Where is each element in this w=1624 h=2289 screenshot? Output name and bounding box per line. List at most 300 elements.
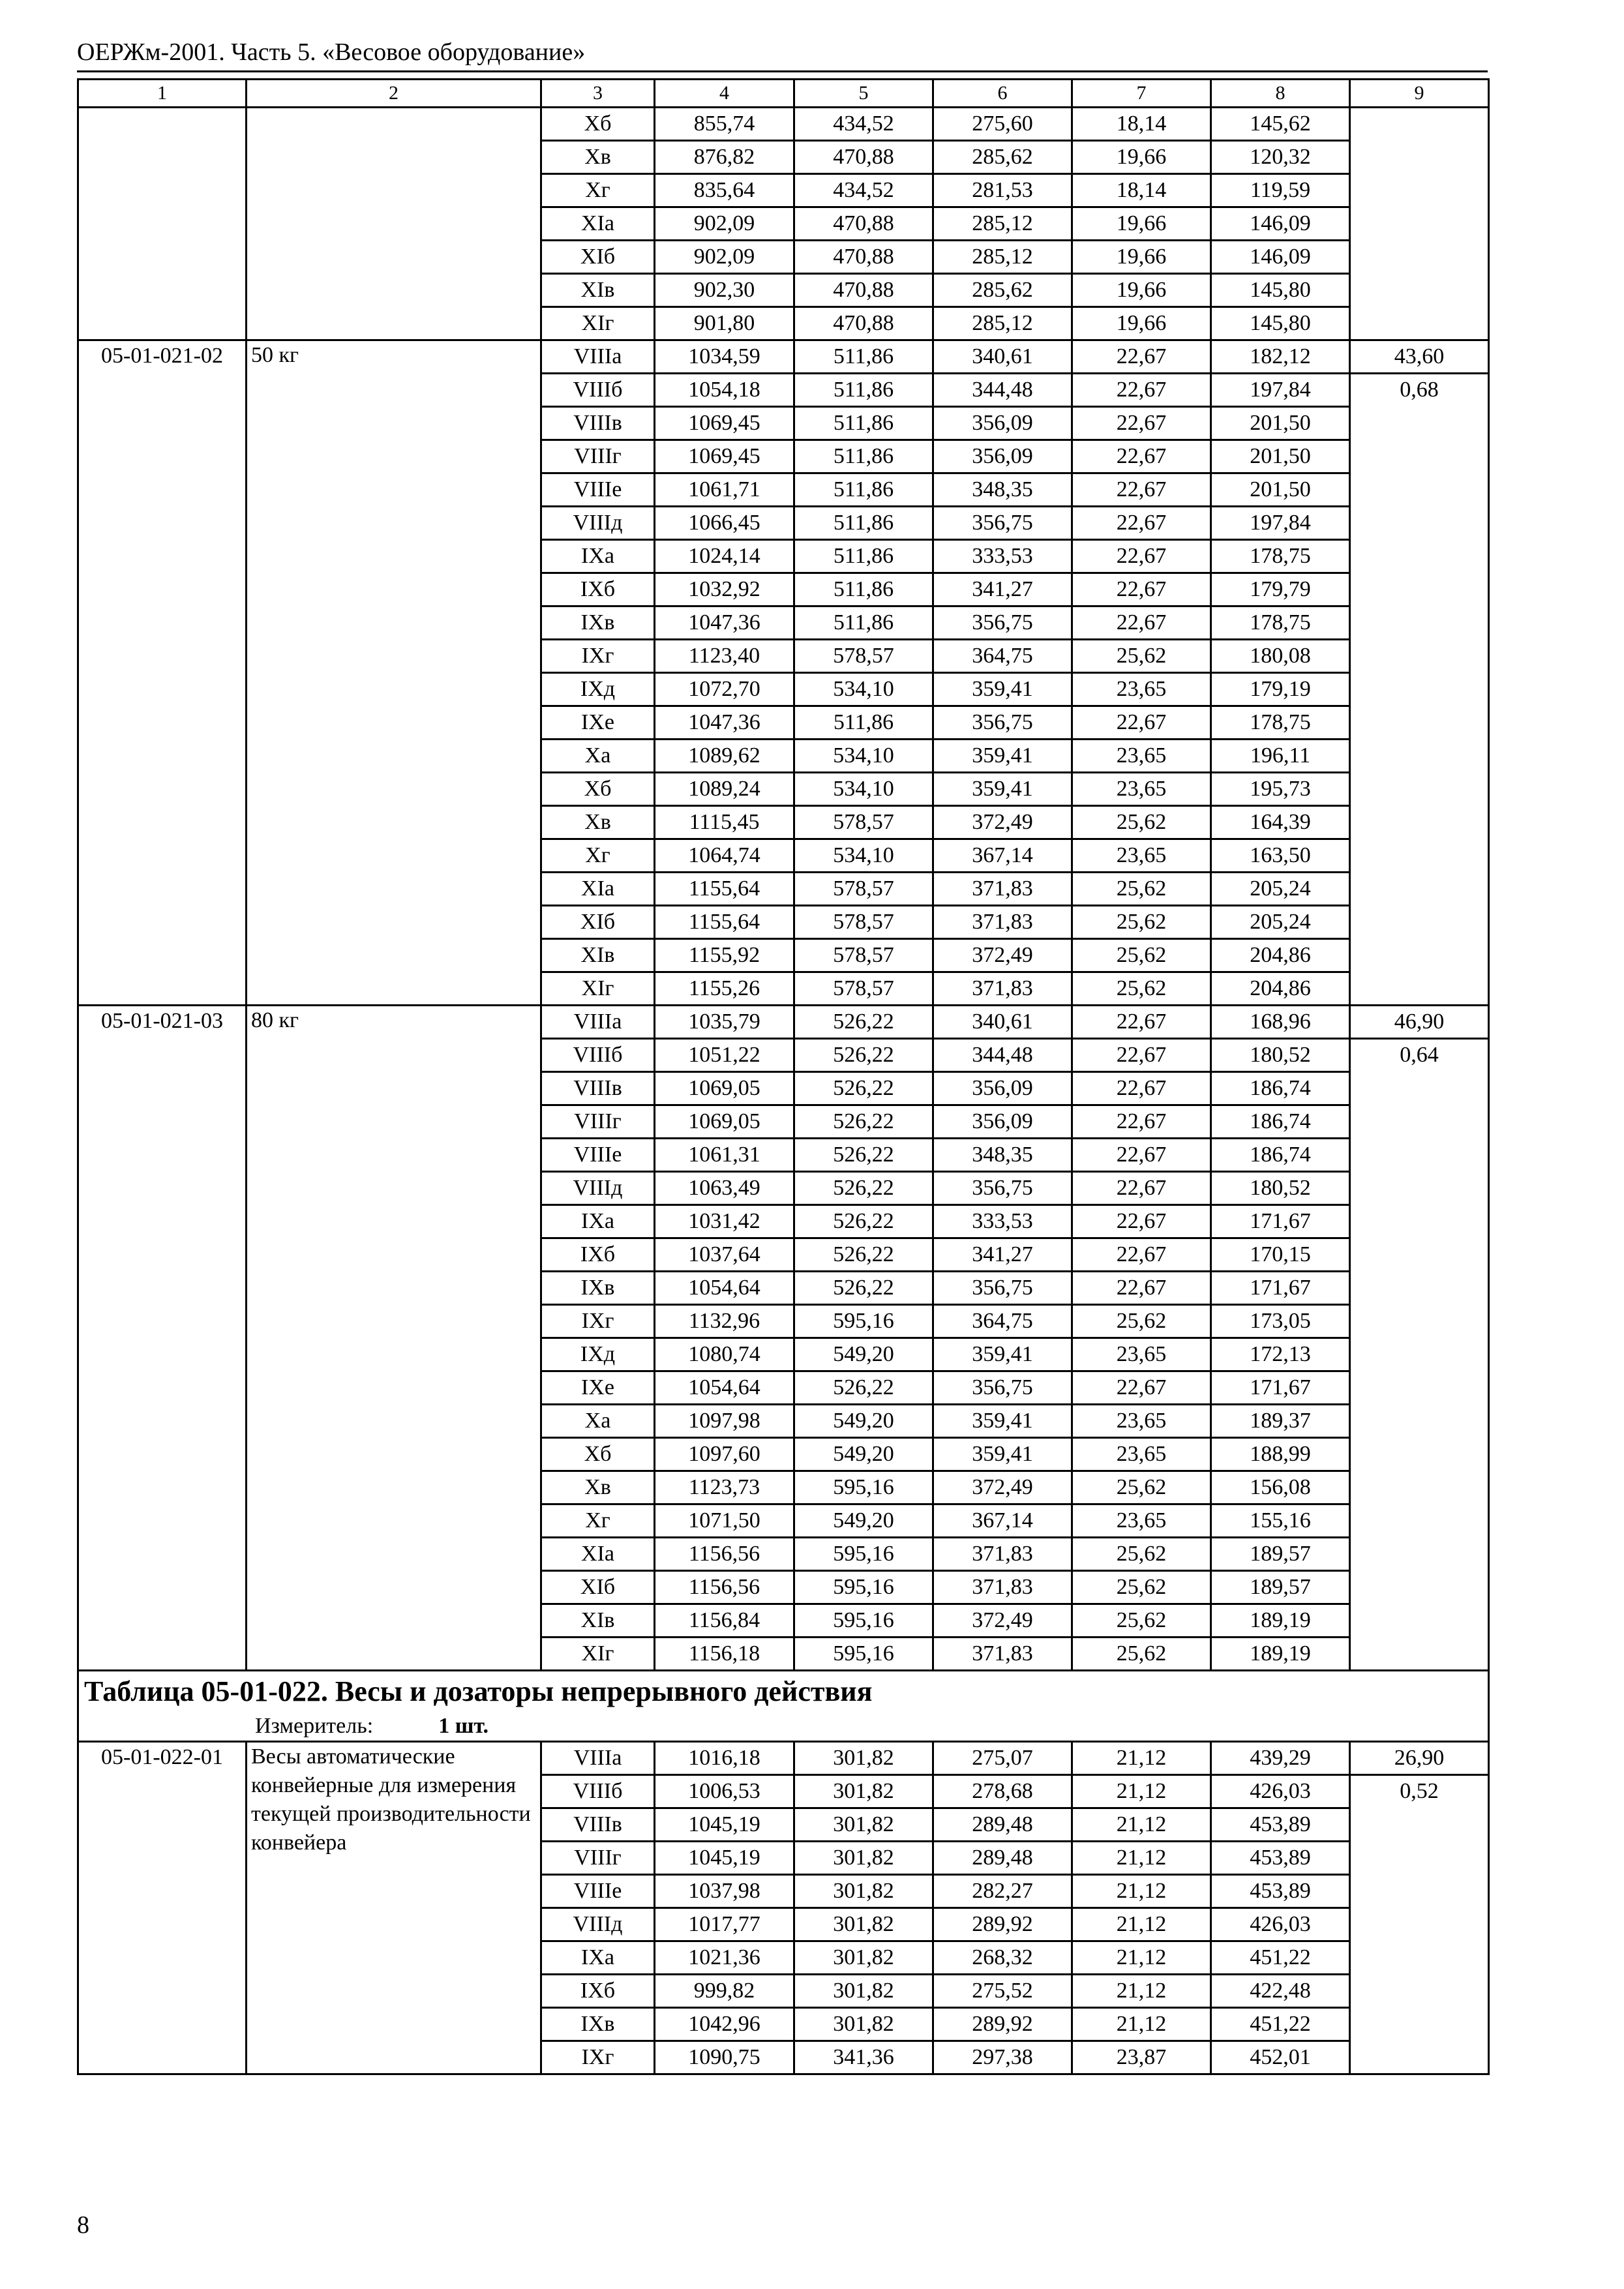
zone-cell: IXe — [541, 1371, 655, 1405]
value-cell: 180,52 — [1211, 1039, 1350, 1072]
value-cell: 356,75 — [933, 1272, 1072, 1305]
value-cell: 902,09 — [655, 207, 794, 241]
column-number: 7 — [1072, 80, 1211, 108]
value-cell: 1034,59 — [655, 340, 794, 374]
value-cell: 163,50 — [1211, 839, 1350, 873]
zone-cell: Xв — [541, 141, 655, 174]
value-cell: 22,67 — [1072, 1105, 1211, 1139]
table-row — [78, 340, 1489, 374]
value-cell: 22,67 — [1072, 540, 1211, 573]
value-cell: 1045,19 — [655, 1842, 794, 1875]
zone-cell: IXг — [541, 2041, 655, 2074]
value-cell: 1156,84 — [655, 1604, 794, 1638]
value-cell: 268,32 — [933, 1941, 1072, 1975]
value-cell: 18,14 — [1072, 174, 1211, 207]
value-cell: 356,09 — [933, 1072, 1072, 1105]
extra-value: 0,68 — [1400, 378, 1439, 402]
value-cell: 301,82 — [794, 1775, 933, 1808]
value-cell: 1069,05 — [655, 1105, 794, 1139]
value-cell: 155,16 — [1211, 1504, 1350, 1538]
value-cell: 25,62 — [1072, 1305, 1211, 1338]
zone-cell: XIг — [541, 1638, 655, 1671]
value-cell: 22,67 — [1072, 706, 1211, 740]
value-cell: 534,10 — [794, 773, 933, 806]
zone-cell: XIв — [541, 939, 655, 972]
column-number: 4 — [655, 80, 794, 108]
extra-values — [1350, 1742, 1489, 2074]
value-cell: 371,83 — [933, 1571, 1072, 1604]
value-cell: 204,86 — [1211, 939, 1350, 972]
value-cell: 22,67 — [1072, 1205, 1211, 1238]
value-cell: 1089,24 — [655, 773, 794, 806]
value-cell: 1063,49 — [655, 1172, 794, 1205]
value-cell: 526,22 — [794, 1205, 933, 1238]
value-cell: 21,12 — [1072, 2008, 1211, 2041]
value-cell: 1097,98 — [655, 1405, 794, 1438]
table-row — [78, 108, 1489, 141]
value-cell: 19,66 — [1072, 207, 1211, 241]
value-cell: 356,09 — [933, 407, 1072, 440]
value-cell: 182,12 — [1211, 340, 1350, 374]
value-cell: 189,37 — [1211, 1405, 1350, 1438]
value-cell: 470,88 — [794, 307, 933, 340]
value-cell: 372,49 — [933, 806, 1072, 839]
value-cell: 18,14 — [1072, 108, 1211, 141]
value-cell: 1054,64 — [655, 1272, 794, 1305]
value-cell: 22,67 — [1072, 1072, 1211, 1105]
value-cell: 1017,77 — [655, 1908, 794, 1941]
zone-cell: Xг — [541, 839, 655, 873]
zone-cell: IXб — [541, 1975, 655, 2008]
value-cell: 534,10 — [794, 673, 933, 706]
value-cell: 22,67 — [1072, 374, 1211, 407]
zone-cell: VIIIб — [541, 1775, 655, 1808]
value-cell: 301,82 — [794, 1875, 933, 1908]
value-cell: 1123,40 — [655, 640, 794, 673]
value-cell: 534,10 — [794, 740, 933, 773]
value-cell: 173,05 — [1211, 1305, 1350, 1338]
value-cell: 275,07 — [933, 1742, 1072, 1775]
value-cell: 22,67 — [1072, 1371, 1211, 1405]
value-cell: 196,11 — [1211, 740, 1350, 773]
value-cell: 348,35 — [933, 473, 1072, 507]
item-name: Весы автоматические конвейерные для измерения текущей производительности конвейера — [247, 1742, 541, 2074]
zone-cell: XIa — [541, 873, 655, 906]
zone-cell: VIIIa — [541, 1742, 655, 1775]
value-cell: 186,74 — [1211, 1072, 1350, 1105]
value-cell: 1156,56 — [655, 1571, 794, 1604]
column-number: 6 — [933, 80, 1072, 108]
value-cell: 1155,64 — [655, 873, 794, 906]
value-cell: 289,48 — [933, 1842, 1072, 1875]
zone-cell: VIIIд — [541, 507, 655, 540]
value-cell: 595,16 — [794, 1571, 933, 1604]
value-cell: 470,88 — [794, 141, 933, 174]
zone-cell: Xг — [541, 1504, 655, 1538]
value-cell: 1123,73 — [655, 1471, 794, 1504]
value-cell: 1089,62 — [655, 740, 794, 773]
extra-value: 0,64 — [1400, 1043, 1439, 1067]
zone-cell: XIa — [541, 207, 655, 241]
value-cell: 1156,56 — [655, 1538, 794, 1571]
extra-values — [1350, 340, 1489, 1006]
item-code: 05-01-021-03 — [78, 1006, 247, 1671]
zone-cell: VIIIд — [541, 1172, 655, 1205]
value-cell: 1051,22 — [655, 1039, 794, 1072]
value-cell: 333,53 — [933, 540, 1072, 573]
zone-cell: IXв — [541, 1272, 655, 1305]
value-cell: 1097,60 — [655, 1438, 794, 1471]
value-cell: 1024,14 — [655, 540, 794, 573]
value-cell: 359,41 — [933, 673, 1072, 706]
value-cell: 511,86 — [794, 473, 933, 507]
value-cell: 285,12 — [933, 241, 1072, 274]
item-code: 05-01-022-01 — [78, 1742, 247, 2074]
value-cell: 201,50 — [1211, 473, 1350, 507]
extra-value — [1351, 108, 1488, 140]
extra-value — [1351, 140, 1488, 171]
value-cell: 171,67 — [1211, 1272, 1350, 1305]
value-cell: 301,82 — [794, 1808, 933, 1842]
column-number-row — [78, 80, 1489, 108]
measure-value: 1 шт. — [438, 1714, 489, 1738]
value-cell: 434,52 — [794, 108, 933, 141]
zone-cell: IXб — [541, 1238, 655, 1272]
measure-label: Измеритель: — [255, 1714, 374, 1738]
item-name: 50 кг — [247, 340, 541, 1006]
value-cell: 364,75 — [933, 640, 1072, 673]
value-cell: 22,67 — [1072, 1006, 1211, 1039]
value-cell: 21,12 — [1072, 1941, 1211, 1975]
value-cell: 1069,45 — [655, 407, 794, 440]
value-cell: 145,80 — [1211, 274, 1350, 307]
value-cell: 855,74 — [655, 108, 794, 141]
value-cell: 1045,19 — [655, 1808, 794, 1842]
value-cell: 1156,18 — [655, 1638, 794, 1671]
value-cell: 1032,92 — [655, 573, 794, 606]
value-cell: 22,67 — [1072, 407, 1211, 440]
value-cell: 344,48 — [933, 1039, 1072, 1072]
item-code — [78, 108, 247, 340]
column-number: 3 — [541, 80, 655, 108]
value-cell: 21,12 — [1072, 1808, 1211, 1842]
value-cell: 178,75 — [1211, 540, 1350, 573]
value-cell: 186,74 — [1211, 1139, 1350, 1172]
zone-cell: VIIIд — [541, 1908, 655, 1941]
value-cell: 453,89 — [1211, 1875, 1350, 1908]
value-cell: 835,64 — [655, 174, 794, 207]
value-cell: 453,89 — [1211, 1842, 1350, 1875]
value-cell: 578,57 — [794, 873, 933, 906]
value-cell: 25,62 — [1072, 806, 1211, 839]
zone-cell: IXв — [541, 2008, 655, 2041]
value-cell: 22,67 — [1072, 340, 1211, 374]
value-cell: 371,83 — [933, 1538, 1072, 1571]
value-cell: 1035,79 — [655, 1006, 794, 1039]
value-cell: 188,99 — [1211, 1438, 1350, 1471]
zone-cell: XIг — [541, 972, 655, 1006]
value-cell: 19,66 — [1072, 307, 1211, 340]
value-cell: 19,66 — [1072, 274, 1211, 307]
value-cell: 344,48 — [933, 374, 1072, 407]
value-cell: 371,83 — [933, 972, 1072, 1006]
table-row — [78, 1006, 1489, 1039]
zone-cell: VIIIб — [541, 374, 655, 407]
value-cell: 22,67 — [1072, 440, 1211, 473]
zone-cell: Xa — [541, 1405, 655, 1438]
zone-cell: VIIIa — [541, 1006, 655, 1039]
zone-cell: XIб — [541, 906, 655, 939]
value-cell: 359,41 — [933, 773, 1072, 806]
value-cell: 999,82 — [655, 1975, 794, 2008]
value-cell: 356,75 — [933, 1371, 1072, 1405]
value-cell: 1061,31 — [655, 1139, 794, 1172]
value-cell: 21,12 — [1072, 1875, 1211, 1908]
zone-cell: XIв — [541, 1604, 655, 1638]
column-number: 1 — [78, 80, 247, 108]
value-cell: 189,57 — [1211, 1538, 1350, 1571]
value-cell: 549,20 — [794, 1438, 933, 1471]
zone-cell: XIa — [541, 1538, 655, 1571]
page-number: 8 — [77, 2211, 89, 2239]
value-cell: 359,41 — [933, 1405, 1072, 1438]
value-cell: 526,22 — [794, 1006, 933, 1039]
value-cell: 356,75 — [933, 606, 1072, 640]
value-cell: 595,16 — [794, 1305, 933, 1338]
value-cell: 549,20 — [794, 1504, 933, 1538]
value-cell: 549,20 — [794, 1405, 933, 1438]
zone-cell: Xв — [541, 806, 655, 839]
value-cell: 178,75 — [1211, 706, 1350, 740]
value-cell: 25,62 — [1072, 1538, 1211, 1571]
value-cell: 470,88 — [794, 241, 933, 274]
value-cell: 1054,18 — [655, 374, 794, 407]
value-cell: 595,16 — [794, 1538, 933, 1571]
value-cell: 275,60 — [933, 108, 1072, 141]
item-name: 80 кг — [247, 1006, 541, 1671]
value-cell: 21,12 — [1072, 1742, 1211, 1775]
value-cell: 197,84 — [1211, 507, 1350, 540]
value-cell: 526,22 — [794, 1039, 933, 1072]
value-cell: 21,12 — [1072, 1908, 1211, 1941]
value-cell: 1037,64 — [655, 1238, 794, 1272]
value-cell: 372,49 — [933, 939, 1072, 972]
value-cell: 1066,45 — [655, 507, 794, 540]
value-cell: 301,82 — [794, 1975, 933, 2008]
value-cell: 341,27 — [933, 1238, 1072, 1272]
column-number: 2 — [247, 80, 541, 108]
value-cell: 285,12 — [933, 307, 1072, 340]
value-cell: 22,67 — [1072, 507, 1211, 540]
value-cell: 25,62 — [1072, 939, 1211, 972]
value-cell: 511,86 — [794, 540, 933, 573]
value-cell: 526,22 — [794, 1105, 933, 1139]
value-cell: 201,50 — [1211, 407, 1350, 440]
zone-cell: IXб — [541, 573, 655, 606]
value-cell: 22,67 — [1072, 573, 1211, 606]
value-cell: 180,52 — [1211, 1172, 1350, 1205]
value-cell: 526,22 — [794, 1072, 933, 1105]
value-cell: 275,52 — [933, 1975, 1072, 2008]
value-cell: 1115,45 — [655, 806, 794, 839]
zone-cell: Xг — [541, 174, 655, 207]
extra-value: 0,52 — [1400, 1779, 1439, 1803]
zone-cell: IXa — [541, 540, 655, 573]
value-cell: 22,67 — [1072, 473, 1211, 507]
value-cell: 356,75 — [933, 1172, 1072, 1205]
value-cell: 146,09 — [1211, 207, 1350, 241]
value-cell: 22,67 — [1072, 1272, 1211, 1305]
value-cell: 470,88 — [794, 274, 933, 307]
zone-cell: VIIIг — [541, 1105, 655, 1139]
value-cell: 452,01 — [1211, 2041, 1350, 2074]
value-cell: 422,48 — [1211, 1975, 1350, 2008]
zone-cell: VIIIв — [541, 1072, 655, 1105]
value-cell: 340,61 — [933, 340, 1072, 374]
value-cell: 595,16 — [794, 1471, 933, 1504]
value-cell: 22,67 — [1072, 606, 1211, 640]
value-cell: 171,67 — [1211, 1371, 1350, 1405]
table-row — [78, 1742, 1489, 1775]
value-cell: 1037,98 — [655, 1875, 794, 1908]
value-cell: 189,19 — [1211, 1638, 1350, 1671]
value-cell: 372,49 — [933, 1471, 1072, 1504]
value-cell: 297,38 — [933, 2041, 1072, 2074]
value-cell: 1016,18 — [655, 1742, 794, 1775]
value-cell: 21,12 — [1072, 1975, 1211, 2008]
value-cell: 511,86 — [794, 606, 933, 640]
zone-cell: VIIIг — [541, 440, 655, 473]
zone-cell: VIIIб — [541, 1039, 655, 1072]
value-cell: 25,62 — [1072, 873, 1211, 906]
value-cell: 902,09 — [655, 241, 794, 274]
value-cell: 549,20 — [794, 1338, 933, 1371]
item-name — [247, 108, 541, 340]
value-cell: 426,03 — [1211, 1908, 1350, 1941]
zone-cell: VIIIe — [541, 473, 655, 507]
zone-cell: IXв — [541, 606, 655, 640]
value-cell: 348,35 — [933, 1139, 1072, 1172]
value-cell: 511,86 — [794, 340, 933, 374]
value-cell: 371,83 — [933, 906, 1072, 939]
extra-value: 43,60 — [1351, 341, 1488, 374]
value-cell: 171,67 — [1211, 1205, 1350, 1238]
value-cell: 511,86 — [794, 706, 933, 740]
value-cell: 1155,26 — [655, 972, 794, 1006]
zone-cell: VIIIa — [541, 340, 655, 374]
zone-cell: XIв — [541, 274, 655, 307]
zone-cell: IXг — [541, 640, 655, 673]
value-cell: 595,16 — [794, 1604, 933, 1638]
value-cell: 22,67 — [1072, 1238, 1211, 1272]
value-cell: 164,39 — [1211, 806, 1350, 839]
value-cell: 25,62 — [1072, 1571, 1211, 1604]
value-cell: 511,86 — [794, 573, 933, 606]
value-cell: 372,49 — [933, 1604, 1072, 1638]
value-cell: 201,50 — [1211, 440, 1350, 473]
column-number: 5 — [794, 80, 933, 108]
value-cell: 359,41 — [933, 1338, 1072, 1371]
value-cell: 23,65 — [1072, 740, 1211, 773]
value-cell: 281,53 — [933, 174, 1072, 207]
value-cell: 21,12 — [1072, 1842, 1211, 1875]
zone-cell: Xб — [541, 1438, 655, 1471]
value-cell: 1064,74 — [655, 839, 794, 873]
value-cell: 23,65 — [1072, 773, 1211, 806]
value-cell: 25,62 — [1072, 906, 1211, 939]
value-cell: 526,22 — [794, 1272, 933, 1305]
value-cell: 145,80 — [1211, 307, 1350, 340]
value-cell: 23,65 — [1072, 1405, 1211, 1438]
value-cell: 356,09 — [933, 1105, 1072, 1139]
value-cell: 356,75 — [933, 507, 1072, 540]
value-cell: 451,22 — [1211, 2008, 1350, 2041]
value-cell: 1069,05 — [655, 1072, 794, 1105]
value-cell: 168,96 — [1211, 1006, 1350, 1039]
section-title-row — [78, 1671, 1489, 1713]
header-rule — [77, 70, 1488, 72]
value-cell: 526,22 — [794, 1172, 933, 1205]
value-cell: 1090,75 — [655, 2041, 794, 2074]
value-cell: 426,03 — [1211, 1775, 1350, 1808]
value-cell: 511,86 — [794, 507, 933, 540]
value-cell: 197,84 — [1211, 374, 1350, 407]
value-cell: 285,62 — [933, 141, 1072, 174]
value-cell: 1042,96 — [655, 2008, 794, 2041]
value-cell: 526,22 — [794, 1139, 933, 1172]
value-cell: 359,41 — [933, 1438, 1072, 1471]
value-cell: 205,24 — [1211, 873, 1350, 906]
value-cell: 1047,36 — [655, 606, 794, 640]
zone-cell: XIб — [541, 241, 655, 274]
value-cell: 205,24 — [1211, 906, 1350, 939]
value-cell: 367,14 — [933, 839, 1072, 873]
value-cell: 578,57 — [794, 939, 933, 972]
value-cell: 1006,53 — [655, 1775, 794, 1808]
value-cell: 289,92 — [933, 2008, 1072, 2041]
value-cell: 356,09 — [933, 440, 1072, 473]
page-header: ОЕРЖм-2001. Часть 5. «Весовое оборудование» — [77, 38, 586, 66]
value-cell: 25,62 — [1072, 1638, 1211, 1671]
value-cell: 595,16 — [794, 1638, 933, 1671]
value-cell: 146,09 — [1211, 241, 1350, 274]
value-cell: 1054,64 — [655, 1371, 794, 1405]
value-cell: 285,62 — [933, 274, 1072, 307]
zone-cell: VIIIe — [541, 1139, 655, 1172]
value-cell: 179,79 — [1211, 573, 1350, 606]
value-cell: 25,62 — [1072, 1604, 1211, 1638]
value-cell: 526,22 — [794, 1238, 933, 1272]
value-cell: 364,75 — [933, 1305, 1072, 1338]
value-cell: 289,48 — [933, 1808, 1072, 1842]
zone-cell: IXг — [541, 1305, 655, 1338]
value-cell: 301,82 — [794, 1941, 933, 1975]
zone-cell: XIг — [541, 307, 655, 340]
value-cell: 19,66 — [1072, 141, 1211, 174]
value-cell: 1047,36 — [655, 706, 794, 740]
zone-cell: VIIIв — [541, 407, 655, 440]
value-cell: 301,82 — [794, 1842, 933, 1875]
value-cell: 301,82 — [794, 2008, 933, 2041]
extra-values — [1350, 1006, 1489, 1671]
value-cell: 22,67 — [1072, 1039, 1211, 1072]
value-cell: 340,61 — [933, 1006, 1072, 1039]
value-cell: 1021,36 — [655, 1941, 794, 1975]
value-cell: 1071,50 — [655, 1504, 794, 1538]
value-cell: 371,83 — [933, 1638, 1072, 1671]
value-cell: 359,41 — [933, 740, 1072, 773]
value-cell: 1061,71 — [655, 473, 794, 507]
